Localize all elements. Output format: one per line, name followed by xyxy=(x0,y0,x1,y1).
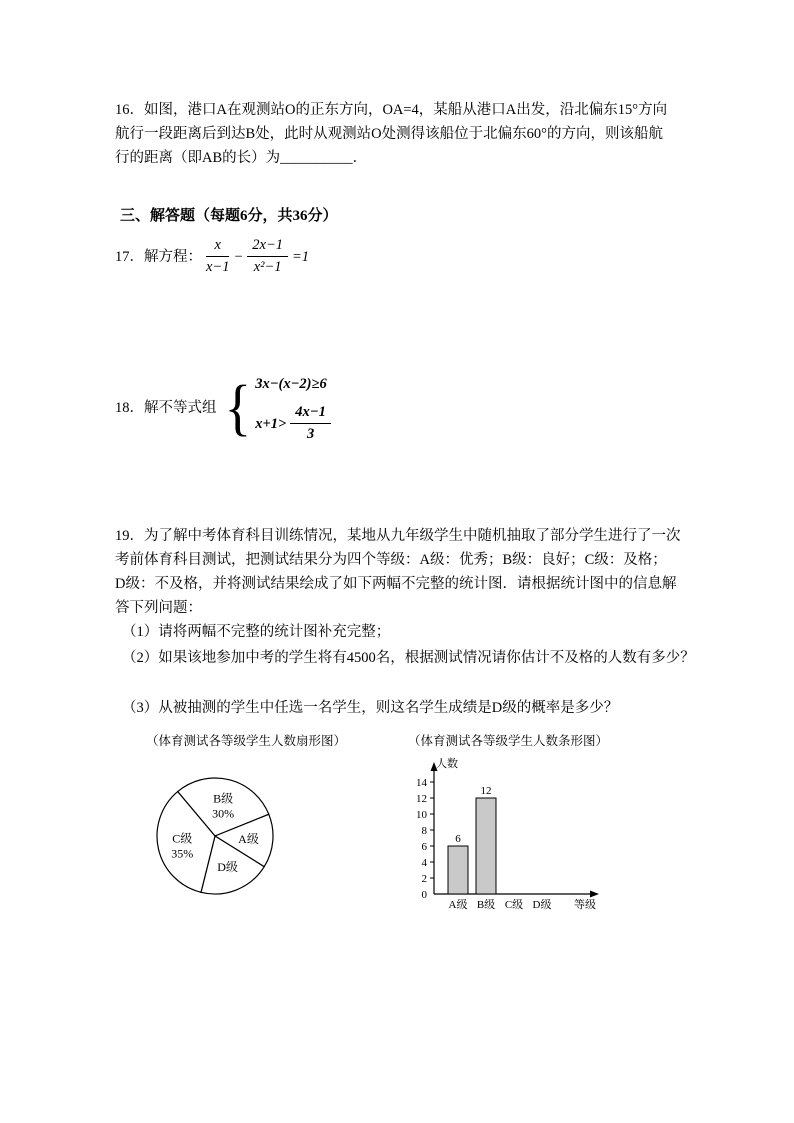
svg-text:B级: B级 xyxy=(476,899,496,911)
bar-chart-title: （体育测试各等级学生人数条形图） xyxy=(408,734,609,748)
question-16 xyxy=(115,98,695,170)
q19-subitem-1: （1）请将两幅不完整的统计图补充完整； xyxy=(122,624,391,640)
question-18 xyxy=(115,372,335,444)
q17-minus-operator: − xyxy=(233,248,244,265)
svg-text:D级: D级 xyxy=(532,899,552,911)
svg-text:0: 0 xyxy=(421,889,428,901)
statistics-charts-row xyxy=(130,732,720,918)
svg-text:A级: A级 xyxy=(238,831,259,846)
svg-text:C级: C级 xyxy=(172,831,193,846)
q18-ineq2-left: x+1> xyxy=(255,415,287,432)
pie-chart-block xyxy=(130,732,346,906)
svg-text:6: 6 xyxy=(455,833,461,845)
svg-text:B级: B级 xyxy=(213,791,234,806)
svg-text:14: 14 xyxy=(416,777,428,789)
q18-label: 18．解不等式组 xyxy=(115,400,217,416)
q18-inequality-1: 3x−(x−2)≥6 xyxy=(255,376,327,392)
q16-line-1: 16．如图，港口A在观测站O的正东方向，OA=4，某船从港口A出发，沿北偏东15°方向 xyxy=(115,102,668,118)
pie-chart xyxy=(130,756,320,906)
q17-fraction-2 xyxy=(247,236,288,277)
svg-text:人数: 人数 xyxy=(436,758,459,770)
inequality-system xyxy=(255,372,335,444)
bar-chart xyxy=(394,756,609,918)
q17-frac2-denominator: x²−1 xyxy=(253,259,282,275)
svg-text:C级: C级 xyxy=(504,899,524,911)
svg-text:4: 4 xyxy=(421,857,428,869)
q17-frac2-numerator: 2x−1 xyxy=(247,236,288,257)
question-19 xyxy=(115,524,700,620)
system-brace: { xyxy=(223,374,251,442)
svg-text:8: 8 xyxy=(421,825,428,837)
q17-frac1-denominator: x−1 xyxy=(206,259,230,275)
svg-text:35%: 35% xyxy=(171,846,194,861)
q19-line-2: 考前体育科目测试，把测试结果分为四个等级：A级：优秀；B级：良好；C级：及格； xyxy=(115,552,667,568)
q16-line-2: 航行一段距离后到达B处，此时从观测站O处测得该船位于北偏东60°的方向，则该船航 xyxy=(115,126,663,142)
q19-line-4: 答下列问题： xyxy=(115,600,202,616)
q19-line-3: D级：不及格，并将测试结果绘成了如下两幅不完整的统计图．请根据统计图中的信息解 xyxy=(115,576,677,592)
q18-inequality-2 xyxy=(255,403,335,444)
q19-line-1: 19．为了解中考体育科目训练情况，某地从九年级学生中随机抽取了部分学生进行了一次 xyxy=(115,528,681,544)
svg-text:12: 12 xyxy=(480,785,492,797)
q19-subitem-2: （2）如果该地参加中考的学生将有4500名，根据测试情况请你估计不及格的人数有多少？ xyxy=(122,650,695,666)
bar-chart-block xyxy=(394,732,609,918)
q17-fraction-1 xyxy=(206,236,229,277)
svg-text:10: 10 xyxy=(416,809,428,821)
svg-text:12: 12 xyxy=(416,793,428,805)
svg-text:6: 6 xyxy=(421,841,428,853)
svg-text:等级: 等级 xyxy=(574,899,597,911)
pie-chart-title: （体育测试各等级学生人数扇形图） xyxy=(146,734,347,748)
q17-frac1-numerator: x xyxy=(206,236,229,257)
q18-frac-denominator: 3 xyxy=(306,426,315,442)
svg-text:2: 2 xyxy=(421,873,428,885)
svg-text:30%: 30% xyxy=(212,806,235,821)
q18-frac-numerator: 4x−1 xyxy=(290,403,331,424)
q17-label: 17．解方程： xyxy=(115,248,202,265)
section-header-3: 三、解答题（每题6分，共36分） xyxy=(120,208,338,224)
q16-line-3: 行的距离（即AB的长）为__________． xyxy=(115,150,368,166)
svg-text:A级: A级 xyxy=(448,899,468,911)
question-17 xyxy=(115,236,309,277)
q18-fraction xyxy=(290,403,331,444)
q19-subitem-3: （3）从被抽测的学生中任选一名学生，则这名学生成绩是D级的概率是多少？ xyxy=(122,700,619,716)
q17-equals-rhs: =1 xyxy=(292,248,310,265)
svg-text:D级: D级 xyxy=(217,860,238,875)
